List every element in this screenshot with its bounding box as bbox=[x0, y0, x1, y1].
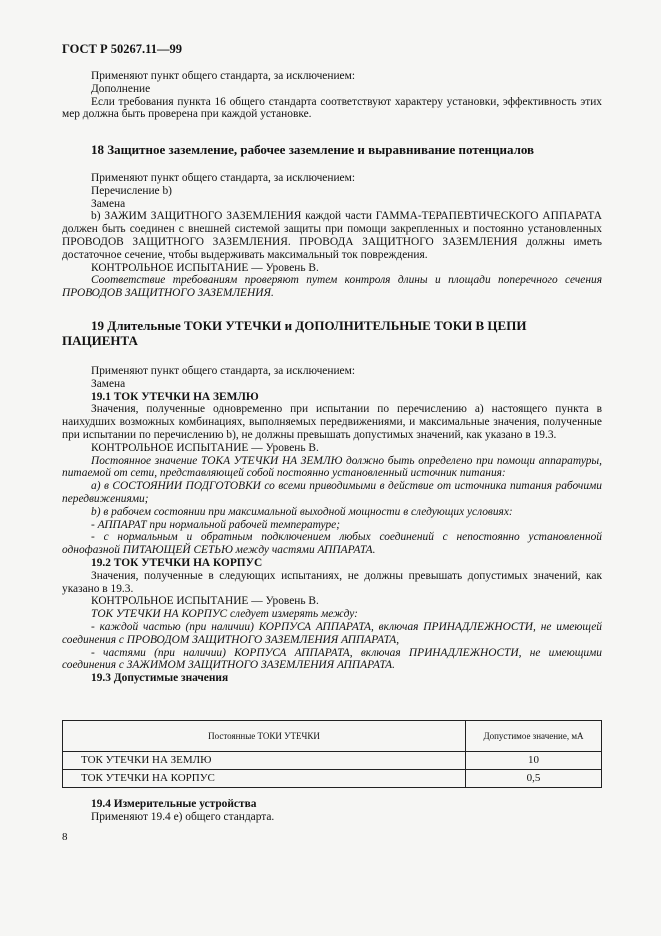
text-paragraph: Значения, полученные в следующих испытаниях, не должны превышать допустимых значений, как указано в 19.3. bbox=[62, 569, 602, 595]
table-header-row bbox=[63, 721, 602, 752]
intro-block bbox=[62, 70, 602, 121]
subsection-19-1-title: 19.1 ТОК УТЕЧКИ НА ЗЕМЛЮ bbox=[91, 390, 259, 403]
text-paragraph: b) в рабочем состоянии при максимальной выходной мощности в следующих условиях: bbox=[91, 505, 513, 518]
text-line: ТОК УТЕЧКИ НА КОРПУС следует измерять между: bbox=[91, 608, 358, 621]
subsection-19-3-title: 19.3 Допустимые значения bbox=[91, 672, 229, 685]
limits-table-wrap bbox=[62, 720, 602, 788]
text-line: Замена bbox=[91, 377, 126, 390]
text-paragraph: Постоянное значение ТОКА УТЕЧКИ НА ЗЕМЛЮ должно быть определено при помощи аппаратуры, питаемой от сети, представляющей собой постоянно установленный источник питания: bbox=[62, 454, 602, 480]
section-18 bbox=[62, 142, 602, 157]
intro-line: Применяют пункт общего стандарта, за исключением: bbox=[91, 70, 355, 82]
text-line: Применяют 19.4 е) общего стандарта. bbox=[91, 810, 275, 823]
text-paragraph: Значения, полученные одновременно при испытании по перечислению а) настоящего пункта в наихудших возможных комбинациях, выполняемых передвижениями, и максимальные значения, полученные при испытании по перечислению b), не должны превышать допустимых значений, как указано в 19.3. bbox=[62, 403, 602, 441]
text-line: Применяют пункт общего стандарта, за исключением: bbox=[91, 172, 355, 184]
text-paragraph: а) в СОСТОЯНИИ ПОДГОТОВКИ со всеми приводимыми в действие от источника питания рабочими передвижениями; bbox=[62, 480, 602, 505]
section-19-title: 19 Длительные ТОКИ УТЕЧКИ и ДОПОЛНИТЕЛЬНЫЕ ТОКИ В ЦЕПИ ПАЦИЕНТА bbox=[62, 318, 527, 348]
text-paragraph: - каждой частью (при наличии) КОРПУСА АППАРАТА, включая ПРИНАДЛЕЖНОСТИ, не имеющей соединения с ПРОВОДОМ ЗАЩИТНОГО ЗАЗЕМЛЕНИЯ АППАРАТА, bbox=[62, 620, 602, 646]
section-19-4 bbox=[62, 798, 602, 824]
table-cell-name: ТОК УТЕЧКИ НА ЗЕМЛЮ bbox=[63, 752, 466, 770]
subsection-19-4-title: 19.4 Измерительные устройства bbox=[91, 798, 257, 810]
section-18-body bbox=[62, 172, 602, 300]
intro-paragraph: Если требования пункта 16 общего стандарта соответствуют характеру установки, эффективность этих мер должна быть проверена при каждой установке. bbox=[62, 95, 602, 121]
table-cell-value: 0,5 bbox=[466, 770, 602, 788]
intro-line: Дополнение bbox=[91, 82, 151, 95]
section-19-body bbox=[62, 365, 602, 685]
section-18-title: 18 Защитное заземление, рабочее заземление и выравнивание потенциалов bbox=[91, 142, 535, 157]
subsection-19-2-title: 19.2 ТОК УТЕЧКИ НА КОРПУС bbox=[91, 556, 263, 569]
table-row bbox=[63, 770, 602, 788]
document-header: ГОСТ Р 50267.11—99 bbox=[62, 42, 182, 56]
text-line: КОНТРОЛЬНОЕ ИСПЫТАНИЕ — Уровень В. bbox=[91, 595, 319, 608]
text-paragraph: - с нормальным и обратным подключением любых соединений с непостоянно установленной однофазной ПИТАЮЩЕЙ СЕТЬЮ между частями АППАРАТА. bbox=[62, 531, 602, 557]
text-line: Применяют пункт общего стандарта, за исключением: bbox=[91, 365, 355, 377]
text-paragraph: - частями (при наличии) КОРПУСА АППАРАТА, включая ПРИНАДЛЕЖНОСТИ, не имеющими соединения с ЗАЖИМОМ ЗАЩИТНОГО ЗАЗЕМЛЕНИЯ АППАРАТА. bbox=[62, 646, 602, 672]
section-19 bbox=[62, 318, 602, 348]
table-cell-value: 10 bbox=[466, 752, 602, 770]
text-line: КОНТРОЛЬНОЕ ИСПЫТАНИЕ — Уровень В. bbox=[91, 441, 319, 454]
page-number: 8 bbox=[62, 831, 68, 843]
text-paragraph: Соответствие требованиям проверяют путем контроля длины и площади поперечного сечения ПРОВОДОВ ЗАЩИТНОГО ЗАЗЕМЛЕНИЯ. bbox=[62, 274, 602, 300]
table-row bbox=[63, 752, 602, 770]
text-line: Замена bbox=[91, 197, 126, 210]
text-line: Перечисление b) bbox=[91, 184, 172, 197]
limits-table bbox=[62, 720, 602, 788]
text-line: КОНТРОЛЬНОЕ ИСПЫТАНИЕ — Уровень В. bbox=[91, 261, 319, 274]
text-paragraph: b) ЗАЖИМ ЗАЩИТНОГО ЗАЗЕМЛЕНИЯ каждой части ГАММА-ТЕРАПЕВТИЧЕСКОГО АППАРАТА должен быть соединен с внешней системой защиты при помощи закрепленных и постоянно установленных ПРОВОДОВ ЗАЩИТНОГО ЗАЗЕМЛЕНИЯ. ПРОВОДА ЗАЩИТНОГО ЗАЗЕМЛЕНИЯ должны иметь достаточное сечение, чтобы выдерживать максимальный ток повреждения. bbox=[62, 210, 602, 261]
table-header-cell: Допустимое значение, мА bbox=[466, 721, 602, 752]
text-line: - АППАРАТ при нормальной рабочей температуре; bbox=[91, 518, 341, 531]
table-cell-name: ТОК УТЕЧКИ НА КОРПУС bbox=[63, 770, 466, 788]
table-header-cell: Постоянные ТОКИ УТЕЧКИ bbox=[63, 721, 466, 752]
